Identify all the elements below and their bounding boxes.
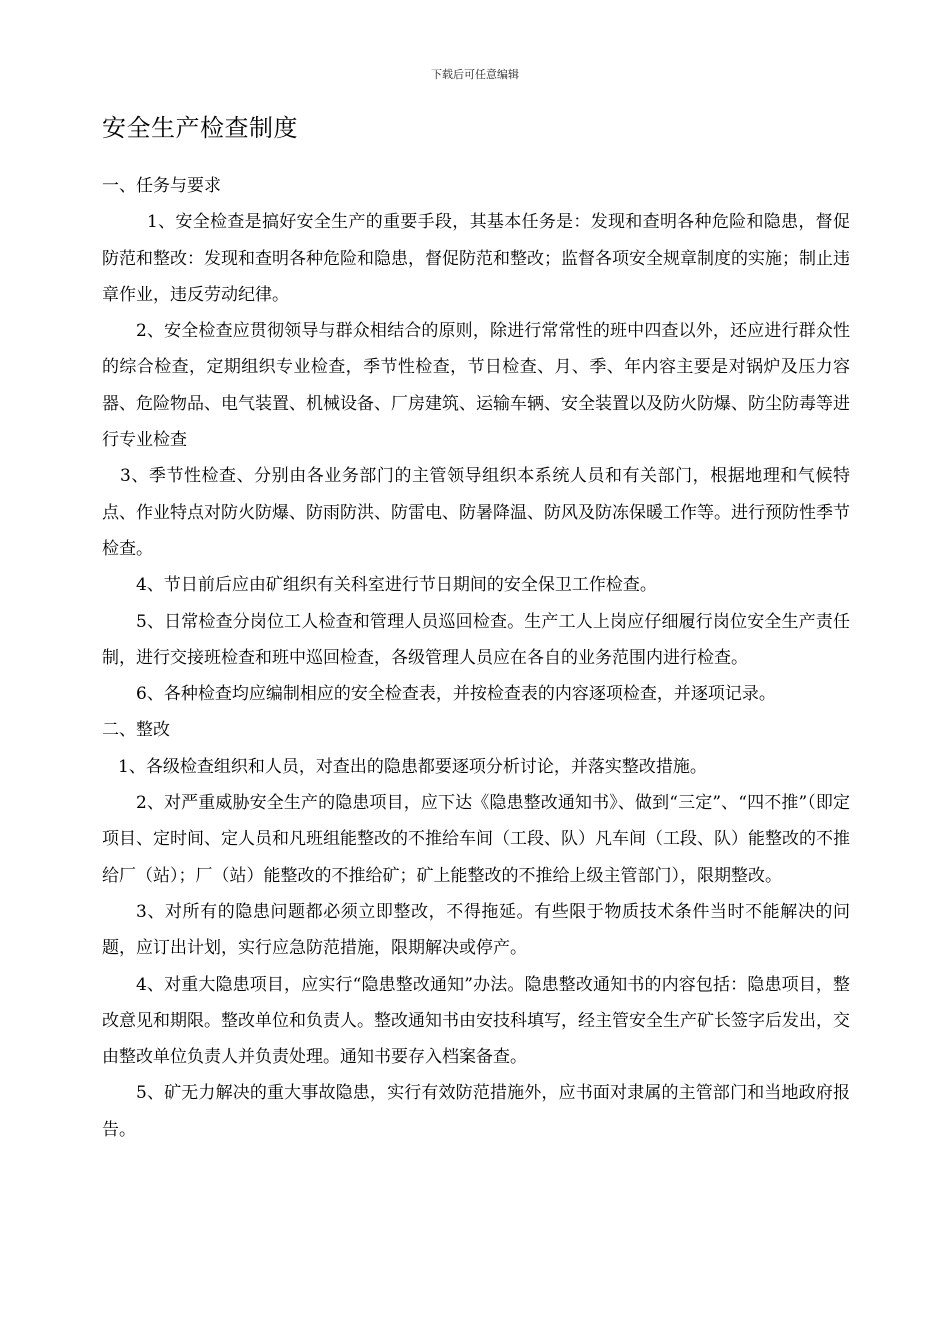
paragraph: 6、各种检查均应编制相应的安全检查表，并按检查表的内容逐项检查，并逐项记录。	[136, 684, 776, 705]
paragraph: 2、对严重威胁安全生产的隐患项目，应下达《隐患整改通知书》、做到“三定”、“四不推”（即定项目、定时间、定人员和凡班组能整改的不推给车间（工段、队）凡车间（工段、队）能整改的不推给厂（站）；厂（站）能整改的不推给矿；矿上能整改的不推给上级主管部门），限期整改。	[102, 793, 850, 886]
paragraph: 2、安全检查应贯彻领导与群众相结合的原则，除进行常常性的班中四查以外，还应进行群众性的综合检查，定期组织专业检查，季节性检查，节日检查、月、季、年内容主要是对锅炉及压力容器、危险物品、电气装置、机械设备、厂房建筑、运输车辆、安全装置以及防火防爆、防尘防毒等进行专业检查	[102, 321, 850, 451]
section-heading: 二、整改	[102, 720, 170, 741]
paragraph: 5、日常检查分岗位工人检查和管理人员巡回检查。生产工人上岗应仔细履行岗位安全生产责任制，进行交接班检查和班中巡回检查，各级管理人员应在各自的业务范围内进行检查。	[102, 611, 850, 668]
paragraph: 4、节日前后应由矿组织有关科室进行节日期间的安全保卫工作检查。	[136, 575, 657, 596]
paragraph: 1、安全检查是搞好安全生产的重要手段，其基本任务是：发现和查明各种危险和隐患，督促防范和整改：发现和查明各种危险和隐患，督促防范和整改；监督各项安全规章制度的实施；制止违章作业，违反劳动纪律。	[102, 212, 850, 305]
header-note: 下载后可任意编辑	[431, 68, 519, 81]
document-title: 安全生产检查制度	[102, 114, 298, 142]
paragraph: 5、矿无力解决的重大事故隐患，实行有效防范措施外，应书面对隶属的主管部门和当地政府报告。	[102, 1083, 850, 1140]
document-body	[102, 168, 850, 1148]
paragraph: 3、对所有的隐患问题都必须立即整改，不得拖延。有些限于物质技术条件当时不能解决的问题，应订出计划，实行应急防范措施，限期解决或停产。	[102, 901, 850, 959]
paragraph: 4、对重大隐患项目，应实行“隐患整改通知”办法。隐患整改通知书的内容包括：隐患项目，整改意见和期限。整改单位和负责人。整改通知书由安技科填写，经主管安全生产矿长签字后发出，交由整改单位负责人并负责处理。通知书要存入档案备查。	[102, 974, 850, 1068]
paragraph: 1、各级检查组织和人员，对查出的隐患都要逐项分析讨论，并落实整改措施。	[118, 756, 707, 777]
section-heading: 一、任务与要求	[102, 176, 221, 196]
paragraph: 3、季节性检查、分别由各业务部门的主管领导组织本系统人员和有关部门，根据地理和气候特点、作业特点对防火防爆、防雨防洪、防雷电、防暑降温、防风及防冻保暖工作等。进行预防性季节检查。	[102, 466, 850, 559]
